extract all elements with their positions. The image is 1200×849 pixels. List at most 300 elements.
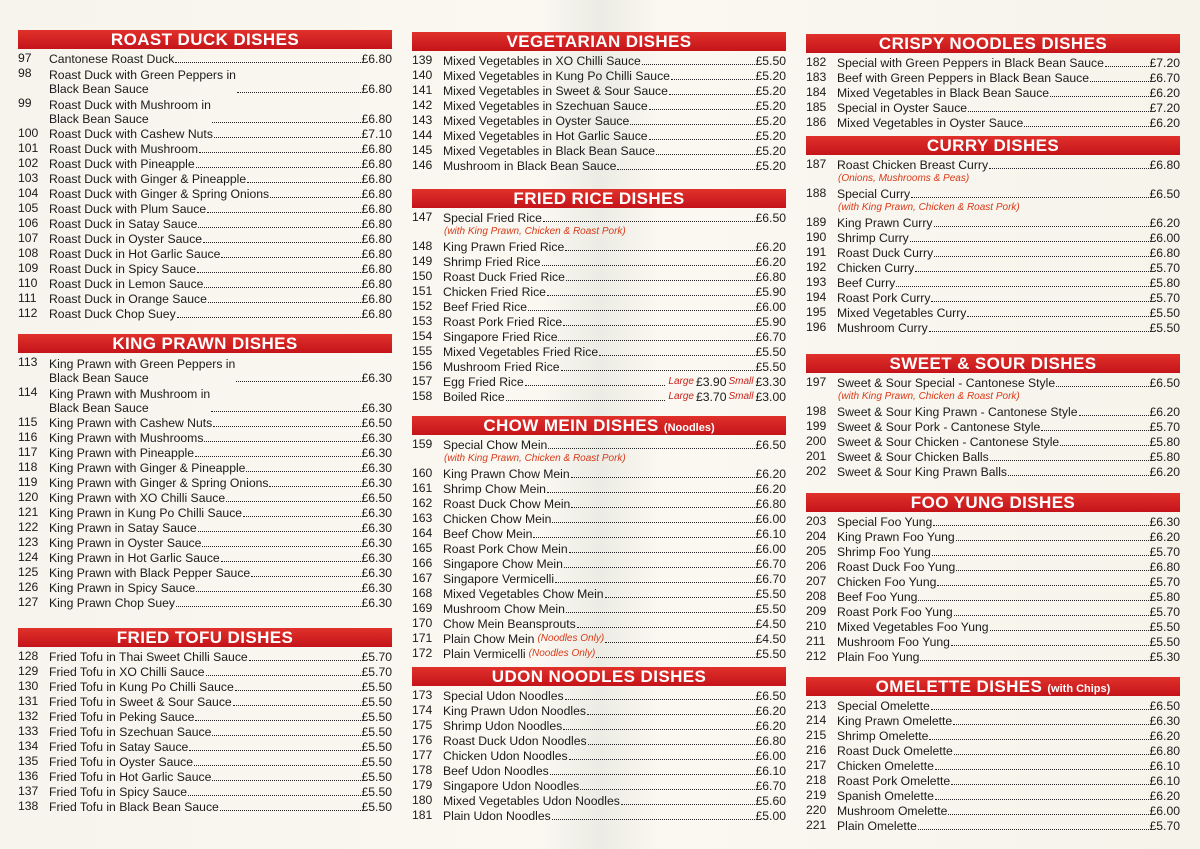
item-price: £5.50 xyxy=(755,360,786,374)
menu-item xyxy=(412,808,786,823)
item-number: 178 xyxy=(412,763,433,777)
section-title: SWEET & SOUR DISHES xyxy=(889,354,1097,373)
item-name xyxy=(49,521,197,535)
item-name-line: Mixed Vegetables in Oyster Sauce xyxy=(443,114,630,128)
item-price: £6.80 xyxy=(361,247,392,261)
item-name-line: Sweet & Sour Chicken - Cantonese Style xyxy=(837,435,1060,449)
item-body xyxy=(837,216,1180,230)
dot-leader xyxy=(918,600,1148,601)
item-price: £6.10 xyxy=(1149,774,1180,788)
item-name-line: Roast Duck in Spicy Sauce xyxy=(49,262,196,276)
item-price: £6.80 xyxy=(1149,744,1180,758)
dot-leader xyxy=(933,525,1148,526)
item-price: £3.00 xyxy=(755,390,786,404)
menu-item xyxy=(412,556,786,571)
item-number: 185 xyxy=(806,100,827,114)
menu-item xyxy=(18,51,392,66)
dot-leader xyxy=(552,819,755,820)
item-name xyxy=(49,785,187,799)
item-body xyxy=(443,114,786,128)
dot-leader xyxy=(563,325,754,326)
item-number: 112 xyxy=(18,306,38,320)
item-body xyxy=(837,465,1180,479)
item-name-line: Singapore Fried Rice xyxy=(443,330,558,344)
item-number: 141 xyxy=(412,83,433,97)
item-name-line: Fried Tofu in Black Bean Sauce xyxy=(49,800,219,814)
menu-item xyxy=(412,210,786,225)
item-body xyxy=(443,602,786,616)
item-name xyxy=(837,246,933,260)
section-header xyxy=(806,354,1180,373)
item-body xyxy=(443,69,786,83)
item-body xyxy=(443,512,786,526)
item-name-line: Black Bean Sauce xyxy=(49,112,149,126)
item-name-line: Roast Duck Omelette xyxy=(837,744,953,758)
item-name-line: Egg Fried Rice xyxy=(443,375,524,389)
menu-item xyxy=(18,679,392,694)
item-name xyxy=(49,431,203,445)
item-number: 132 xyxy=(18,709,39,723)
item-body xyxy=(837,187,1180,201)
item-body xyxy=(837,759,1180,773)
item-name-line: Roast Duck with Cashew Nuts xyxy=(49,127,213,141)
dot-leader xyxy=(1008,475,1148,476)
menu-item xyxy=(412,496,786,511)
item-price: £5.50 xyxy=(755,602,786,616)
item-name xyxy=(443,69,670,83)
item-name-line: King Prawn Chow Mein xyxy=(443,467,570,481)
item-price: £5.50 xyxy=(361,755,392,769)
dot-leader xyxy=(937,585,1148,586)
menu-item xyxy=(806,818,1180,833)
item-name-line: Sweet & Sour Pork - Cantonese Style xyxy=(837,420,1041,434)
item-body xyxy=(837,699,1180,713)
item-body xyxy=(837,321,1180,335)
item-body xyxy=(837,774,1180,788)
dot-leader xyxy=(548,448,754,449)
item-body xyxy=(443,542,786,556)
item-number: 123 xyxy=(18,535,39,549)
item-number: 113 xyxy=(18,355,38,369)
item-name-line: Mushroom Curry xyxy=(837,321,928,335)
dot-leader xyxy=(221,257,360,258)
item-price: £6.80 xyxy=(755,734,786,748)
item-number: 164 xyxy=(412,526,433,540)
item-price: £6.30 xyxy=(1149,515,1180,529)
item-body xyxy=(49,536,392,550)
item-price: £6.80 xyxy=(361,112,392,126)
item-name xyxy=(837,650,919,664)
menu-item xyxy=(18,769,392,784)
item-name-line: Roast Duck Fried Rice xyxy=(443,270,565,284)
menu-section xyxy=(806,493,1180,664)
item-price: £6.30 xyxy=(361,596,392,610)
dot-leader xyxy=(550,774,755,775)
menu-item xyxy=(806,728,1180,743)
item-name-line: King Prawn Udon Noodles xyxy=(443,704,586,718)
item-name-line: Mushroom Foo Yung xyxy=(837,635,950,649)
item-name xyxy=(49,172,246,186)
item-number: 108 xyxy=(18,246,39,260)
menu-item xyxy=(806,245,1180,260)
item-price: £5.70 xyxy=(361,665,392,679)
dot-leader xyxy=(542,265,755,266)
dot-leader xyxy=(588,744,755,745)
item-price: £6.80 xyxy=(361,157,392,171)
item-number: 162 xyxy=(412,496,433,510)
item-name-line: Beef Foo Yung xyxy=(837,590,918,604)
item-name xyxy=(443,360,560,374)
menu-item xyxy=(806,419,1180,434)
item-body xyxy=(443,345,786,359)
menu-item xyxy=(412,688,786,703)
dot-leader xyxy=(547,492,755,493)
item-body xyxy=(837,101,1180,115)
item-price: £6.20 xyxy=(755,467,786,481)
dot-leader xyxy=(246,471,360,472)
item-price: £5.70 xyxy=(361,650,392,664)
item-name xyxy=(443,99,648,113)
item-number: 175 xyxy=(412,718,433,732)
item-number: 128 xyxy=(18,649,39,663)
item-number: 220 xyxy=(806,803,827,817)
item-number: 100 xyxy=(18,126,39,140)
item-body xyxy=(443,375,786,389)
dot-leader xyxy=(552,522,754,523)
item-price: £6.10 xyxy=(755,764,786,778)
item-note: (with King Prawn, Chicken & Roast Pork) xyxy=(444,453,626,464)
item-name xyxy=(49,755,193,769)
dot-leader xyxy=(207,212,360,213)
section-subtitle: (Noodles) xyxy=(663,422,715,434)
dot-leader xyxy=(195,456,361,457)
item-price: £5.50 xyxy=(361,740,392,754)
dot-leader xyxy=(951,645,1149,646)
item-name xyxy=(837,306,966,320)
item-body xyxy=(49,680,392,694)
dot-leader xyxy=(196,167,361,168)
item-body xyxy=(837,405,1180,419)
item-name xyxy=(49,665,205,679)
item-name xyxy=(443,542,568,556)
menu-item xyxy=(18,505,392,520)
item-name xyxy=(443,794,620,808)
menu-item xyxy=(18,141,392,156)
menu-item xyxy=(412,703,786,718)
item-number: 146 xyxy=(412,158,433,172)
item-name xyxy=(49,416,212,430)
item-name xyxy=(837,71,1089,85)
item-body xyxy=(837,306,1180,320)
menu-item xyxy=(412,646,786,661)
item-price: £6.50 xyxy=(1149,699,1180,713)
item-name-line: King Prawn with Green Peppers in xyxy=(49,357,236,371)
menu-item xyxy=(412,437,786,452)
dot-leader xyxy=(910,241,1149,242)
item-name-line: Fried Tofu in XO Chilli Sauce xyxy=(49,665,205,679)
menu-item xyxy=(18,475,392,490)
item-number: 165 xyxy=(412,541,433,555)
menu-item xyxy=(806,634,1180,649)
dot-leader xyxy=(214,137,361,138)
dot-leader xyxy=(563,729,754,730)
menu-item xyxy=(806,290,1180,305)
item-body xyxy=(49,307,392,321)
item-number: 198 xyxy=(806,404,827,418)
item-name xyxy=(443,689,564,703)
dot-leader xyxy=(566,612,755,613)
item-name-line: Mixed Vegetables in Kung Po Chilli Sauce xyxy=(443,69,670,83)
menu-item xyxy=(18,460,392,475)
section-title: KING PRAWN DISHES xyxy=(112,334,298,353)
dot-leader xyxy=(555,582,754,583)
item-price: £6.30 xyxy=(361,581,392,595)
menu-item xyxy=(412,269,786,284)
item-name xyxy=(837,187,910,201)
item-name-line: Roast Duck with Pineapple xyxy=(49,157,195,171)
item-name-line: Roast Pork Fried Rice xyxy=(443,315,563,329)
menu-item xyxy=(806,698,1180,713)
section-title: UDON NOODLES DISHES xyxy=(491,667,707,686)
item-name xyxy=(443,647,526,661)
item-name xyxy=(49,142,198,156)
item-body xyxy=(837,261,1180,275)
item-body xyxy=(49,232,392,246)
item-name-line: Plain Vermicelli xyxy=(443,647,526,661)
section-title: FRIED RICE DISHES xyxy=(513,189,685,208)
item-number: 156 xyxy=(412,359,433,373)
item-number: 168 xyxy=(412,586,433,600)
item-name xyxy=(443,144,655,158)
item-name-line: Mixed Vegetables in Black Bean Sauce xyxy=(443,144,656,158)
item-name xyxy=(837,714,952,728)
item-name-line: King Prawn with Ginger & Pineapple xyxy=(49,461,246,475)
item-price: £6.20 xyxy=(1149,530,1180,544)
item-number: 191 xyxy=(806,245,827,259)
item-number: 139 xyxy=(412,53,433,67)
menu-section xyxy=(412,189,786,404)
item-body xyxy=(443,240,786,254)
item-name-line: Shrimp Fried Rice xyxy=(443,255,541,269)
menu-section xyxy=(18,30,392,321)
menu-section xyxy=(18,334,392,610)
item-name-line: King Prawn in Kung Po Chilli Sauce xyxy=(49,506,243,520)
item-number: 145 xyxy=(412,143,433,157)
menu-item xyxy=(806,713,1180,728)
item-name xyxy=(443,749,568,763)
dot-leader xyxy=(569,552,755,553)
item-name-line: Black Bean Sauce xyxy=(49,401,149,415)
menu-item xyxy=(806,320,1180,335)
item-name-line: Mushroom Omelette xyxy=(837,804,948,818)
item-price: £6.80 xyxy=(1149,560,1180,574)
item-number: 192 xyxy=(806,260,827,274)
item-number: 149 xyxy=(412,254,433,268)
item-name xyxy=(837,116,1023,130)
item-price: £5.50 xyxy=(1149,635,1180,649)
item-name-line: Chicken Foo Yung xyxy=(837,575,937,589)
item-name xyxy=(443,557,563,571)
dot-leader xyxy=(656,154,754,155)
dot-leader xyxy=(203,242,360,243)
item-body xyxy=(49,357,392,385)
item-body xyxy=(837,560,1180,574)
item-number: 150 xyxy=(412,269,433,283)
item-number: 126 xyxy=(18,580,39,594)
item-number: 169 xyxy=(412,601,433,615)
dot-leader xyxy=(198,531,361,532)
menu-item xyxy=(806,186,1180,201)
menu-item xyxy=(412,329,786,344)
item-name-line: Shrimp Udon Noodles xyxy=(443,719,563,733)
menu-item xyxy=(18,724,392,739)
item-price: £5.20 xyxy=(755,99,786,113)
item-price: £6.70 xyxy=(755,572,786,586)
menu-item xyxy=(18,415,392,430)
menu-item xyxy=(412,748,786,763)
item-body xyxy=(837,590,1180,604)
dot-leader xyxy=(195,720,360,721)
item-price: £5.50 xyxy=(361,695,392,709)
item-price: £6.30 xyxy=(361,461,392,475)
item-price: £5.50 xyxy=(361,770,392,784)
item-body xyxy=(837,635,1180,649)
item-name xyxy=(837,158,988,172)
menu-item xyxy=(18,126,392,141)
item-note: (with King Prawn, Chicken & Roast Pork) xyxy=(444,226,626,237)
item-body xyxy=(443,159,786,173)
dot-leader xyxy=(596,657,754,658)
dot-leader xyxy=(953,724,1148,725)
menu-item xyxy=(412,113,786,128)
dot-leader xyxy=(671,79,755,80)
item-name-line: Plain Foo Yung xyxy=(837,650,920,664)
menu-item xyxy=(412,83,786,98)
item-name-line: King Prawn in Oyster Sauce xyxy=(49,536,202,550)
item-body xyxy=(49,800,392,814)
item-number: 105 xyxy=(18,201,39,215)
item-name xyxy=(837,376,1055,390)
item-name xyxy=(49,800,219,814)
item-number: 157 xyxy=(412,374,433,388)
item-name xyxy=(837,789,934,803)
item-body xyxy=(49,491,392,505)
item-price: £6.20 xyxy=(755,704,786,718)
item-number: 109 xyxy=(18,261,39,275)
item-price: £5.50 xyxy=(361,710,392,724)
item-number: 205 xyxy=(806,544,827,558)
section-header xyxy=(806,493,1180,512)
item-number: 129 xyxy=(18,664,39,678)
dot-leader xyxy=(547,295,755,296)
menu-item xyxy=(806,305,1180,320)
item-name xyxy=(837,435,1059,449)
item-number: 188 xyxy=(806,186,827,200)
item-name-line: Boiled Rice xyxy=(443,390,505,404)
item-name-line: Roast Duck in Orange Sauce xyxy=(49,292,207,306)
item-name-line: Sweet & Sour King Prawn - Cantonese Style xyxy=(837,405,1078,419)
item-name xyxy=(837,545,931,559)
dot-leader xyxy=(212,122,361,123)
item-body xyxy=(837,605,1180,619)
item-body xyxy=(443,390,786,404)
dot-leader xyxy=(587,714,755,715)
menu-item xyxy=(412,158,786,173)
item-body xyxy=(837,545,1180,559)
item-name-line: Roast Duck with Plum Sauce xyxy=(49,202,207,216)
dot-leader xyxy=(565,250,754,251)
item-number: 154 xyxy=(412,329,433,343)
item-name xyxy=(837,560,955,574)
item-name xyxy=(443,497,570,511)
menu-item xyxy=(806,464,1180,479)
item-name-line: Mixed Vegetables in Black Bean Sauce xyxy=(837,86,1050,100)
item-number: 209 xyxy=(806,604,827,618)
item-name-line: King Prawn with Cashew Nuts xyxy=(49,416,213,430)
item-name-line: Black Bean Sauce xyxy=(49,82,149,96)
dot-leader xyxy=(649,109,755,110)
dot-leader xyxy=(934,256,1148,257)
item-name xyxy=(837,774,950,788)
item-price-large: £3.90 xyxy=(695,375,727,389)
section-header xyxy=(18,30,392,49)
item-body xyxy=(49,476,392,490)
item-inline-note: (Noodles Only) xyxy=(537,633,605,644)
item-body xyxy=(443,689,786,703)
item-number: 203 xyxy=(806,514,827,528)
dot-leader xyxy=(177,317,361,318)
item-number: 211 xyxy=(806,634,826,648)
item-name xyxy=(837,515,932,529)
menu-section xyxy=(412,667,786,823)
item-body xyxy=(49,172,392,186)
dot-leader xyxy=(226,501,360,502)
item-number: 171 xyxy=(412,631,433,645)
item-body xyxy=(49,506,392,520)
item-name-line: Sweet & Sour King Prawn Balls xyxy=(837,465,1008,479)
menu-item xyxy=(412,466,786,481)
item-body xyxy=(49,127,392,141)
item-name xyxy=(837,231,909,245)
item-price: £6.30 xyxy=(361,506,392,520)
menu-section xyxy=(18,628,392,814)
item-number: 118 xyxy=(18,460,38,474)
item-number: 214 xyxy=(806,713,827,727)
item-number: 142 xyxy=(412,98,433,112)
item-name xyxy=(49,127,213,141)
section-header xyxy=(412,416,786,435)
dot-leader xyxy=(1056,386,1148,387)
item-number: 130 xyxy=(18,679,39,693)
item-number: 143 xyxy=(412,113,433,127)
item-number: 160 xyxy=(412,466,433,480)
item-number: 199 xyxy=(806,419,827,433)
menu-item xyxy=(806,55,1180,70)
item-price: £6.50 xyxy=(361,491,392,505)
section-title: CRISPY NOODLES DISHES xyxy=(878,34,1108,53)
item-name xyxy=(49,247,220,261)
item-price: £6.80 xyxy=(361,172,392,186)
item-price: £6.30 xyxy=(361,566,392,580)
item-body xyxy=(837,819,1180,833)
dot-leader xyxy=(506,400,666,401)
item-price: £5.90 xyxy=(755,315,786,329)
item-price: £6.80 xyxy=(361,202,392,216)
item-body xyxy=(443,300,786,314)
menu-item xyxy=(412,778,786,793)
menu-item xyxy=(806,574,1180,589)
menu-section xyxy=(806,34,1180,130)
